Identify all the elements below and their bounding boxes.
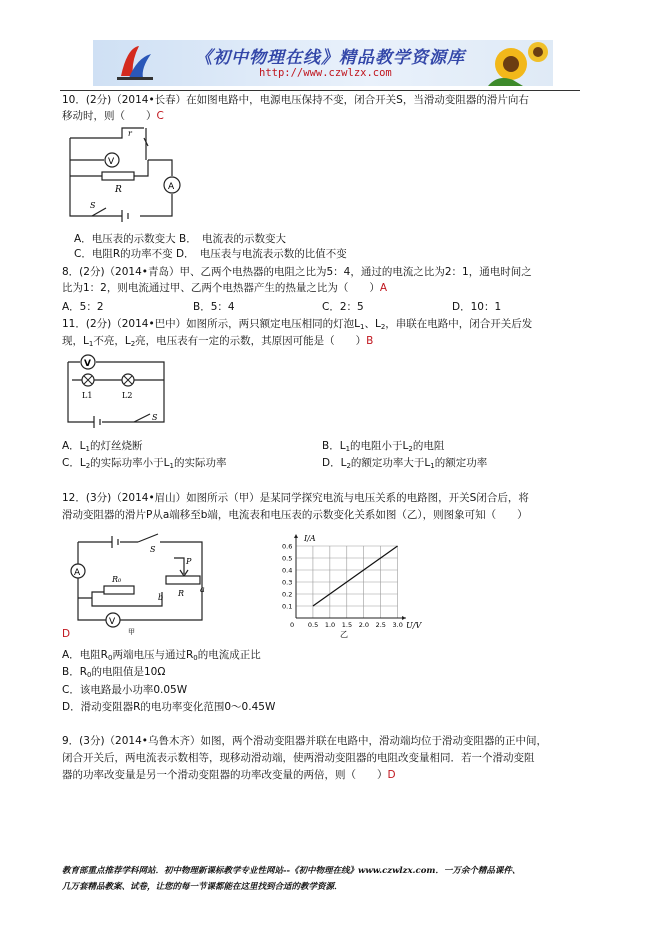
q12-resistor-r0 xyxy=(104,586,134,594)
footer-line2: 几万套精品教案、试卷，让您的每一节课都能在这里找到合适的教学资源． xyxy=(62,882,343,892)
q8-stem-line1: 8．(2分)（2014•青岛）甲、乙两个电热器的电阻之比为5：4，通过的电流之比为2：1，通电时间之 xyxy=(62,266,532,278)
q10-stem-line1: 10．(2分)（2014•长春）在如图电路中，电源电压保持不变，闭合开关S，当滑动变阻器的滑片向右 xyxy=(62,94,529,106)
chart-y-tick-label: 0.4 xyxy=(282,566,293,575)
q12-stem-line1: 12．(3分)（2014•眉山）如图所示（甲）是某同学探究电流与电压关系的电路图，开关S闭合后，将 xyxy=(62,492,529,504)
q11-opt-text: A．L xyxy=(62,440,86,452)
q9-answer: D xyxy=(387,769,396,781)
q12-stem-line2: 滑动变阻器的滑片P从a端移至b端，电流表和电压表的示数变化关系如图（乙），则图象可知（ ） xyxy=(62,509,528,521)
q11-opt-text: 的额定功率大于L xyxy=(350,457,431,469)
q11-fig-l1: L1 xyxy=(82,391,93,400)
q12-fig-caption-jia: 甲 xyxy=(128,628,135,636)
q8-stem-line2 xyxy=(62,280,387,295)
chart-axes xyxy=(294,534,406,620)
chart-y-tick-label: 0.3 xyxy=(282,578,293,587)
q11-stem-c: ，串联在电路中，闭合开关后发 xyxy=(385,318,533,330)
q8-option-b: B．5：4 xyxy=(193,301,235,313)
q11-option-c xyxy=(62,455,226,470)
banner-url: http://www.czwlzx.com xyxy=(259,67,392,79)
q12-answer: D xyxy=(62,628,71,640)
q11-stem-line1 xyxy=(62,316,532,331)
q11-opt-text: 的电阻小于L xyxy=(350,440,409,452)
q12-fig-v: V xyxy=(109,617,116,627)
q12-fig-a: A xyxy=(74,568,81,578)
q12-fig-s: S xyxy=(150,545,156,554)
q9-stem-line3 xyxy=(62,767,396,782)
q10-answer: C xyxy=(156,110,164,122)
q11-opt-text: 的实际功率 xyxy=(173,457,227,469)
header-banner xyxy=(93,40,553,86)
chart-x-tick-label: 0.5 xyxy=(307,621,319,629)
q10-stem-line2 xyxy=(62,108,164,123)
q11-sub: 1 xyxy=(88,340,94,348)
chart-x-arrow xyxy=(402,616,406,620)
chart-x-tick-label: 1.5 xyxy=(341,621,353,629)
q12-fig-p: P xyxy=(186,557,192,566)
chart-y-tick-label: 0.5 xyxy=(282,554,293,563)
q12-opt-text: 的电阻值是10Ω xyxy=(91,666,166,678)
q10-option-ab: A．电压表的示数变大 B． 电流表的示数变大 xyxy=(74,233,286,245)
q12-fig-caption-yi: 乙 xyxy=(340,630,348,639)
q12-fig-r: R xyxy=(178,589,185,598)
header-rule xyxy=(60,90,580,91)
q8-option-c: C．2：5 xyxy=(322,301,364,313)
q11-opt-text: 的额定功率 xyxy=(434,457,488,469)
chart-xlabel: U/V xyxy=(406,621,422,630)
banner-title: 《初中物理在线》精品教学资源库 xyxy=(195,48,465,68)
q11-option-a xyxy=(62,438,143,453)
chart-x-tick-label: 3.0 xyxy=(392,621,403,629)
q10-wire xyxy=(70,128,144,138)
q11-opt-text: C．L xyxy=(62,457,86,469)
q11-opt-text: B．L xyxy=(322,440,346,452)
q11-sub: 1 xyxy=(345,445,351,453)
q8-option-a: A．5：2 xyxy=(62,301,104,313)
q11-fig-s: S xyxy=(152,413,158,422)
q12-resistor-r xyxy=(166,576,200,584)
q11-stem-line2 xyxy=(62,333,373,348)
q11-opt-text: 的实际功率小于L xyxy=(90,457,170,469)
q11-option-d xyxy=(322,455,487,470)
q10-option-cd: C．电阻R的功率不变 D． 电压表与电流表示数的比值不变 xyxy=(74,248,347,260)
q12-switch xyxy=(138,534,158,542)
q12-opt-text: 的电流成正比 xyxy=(197,649,261,661)
q11-stem-f: 亮，电压表有一定的示数，其原因可能是（ ） xyxy=(135,335,367,347)
q11-switch xyxy=(134,414,150,422)
footer-line1: 教育部重点推荐学科网站．初中物理新课标教学专业性网站--《初中物理在线》www.czwlzx.com．一万余个精品课件、 xyxy=(62,866,521,876)
q11-answer: B xyxy=(366,335,374,347)
q12-option-a xyxy=(62,647,261,662)
q11-sub: 2 xyxy=(85,462,91,470)
q12-fig-r0: R₀ xyxy=(112,575,122,584)
q11-opt-text: 的灯丝烧断 xyxy=(90,440,143,452)
q11-stem-e: 不亮，L xyxy=(93,335,131,347)
q12-option-d: D．滑动变阻器R的电功率变化范围0～0.45W xyxy=(62,701,276,713)
q12-opt-text: A．电阻R xyxy=(62,649,108,661)
chart-x-tick-label: 2.0 xyxy=(358,621,370,629)
q10-resistor-r xyxy=(102,172,134,180)
q12-sub: 0 xyxy=(107,654,113,662)
q12-option-c: C．该电路最小功率0.05W xyxy=(62,684,188,696)
chart-y-tick-label: 0.6 xyxy=(282,542,293,551)
q9-stem-line1: 9．(3分)（2014•乌鲁木齐）如图，两个滑动变阻器并联在电路中，滑动端均位于滑动变阻器的正中间， xyxy=(62,735,547,747)
q11-sub: 1 xyxy=(430,462,435,470)
q10-fig-a: A xyxy=(168,182,175,192)
q8-answer: A xyxy=(379,282,388,294)
q10-stem-text: 移动时，则（ ） xyxy=(62,110,157,122)
q11-sub: 2 xyxy=(346,462,351,470)
chart-y-tick-label: 0.1 xyxy=(282,602,293,611)
q11-sub: 1 xyxy=(169,462,174,470)
q11-opt-text: 的电阻 xyxy=(412,440,445,452)
q11-sub: 2 xyxy=(408,445,413,453)
q11-circuit-figure xyxy=(62,352,172,430)
q12-fig-b: b xyxy=(158,593,164,602)
chart-x-tick-label: 0 xyxy=(290,621,295,629)
chart-series-line xyxy=(313,546,398,606)
q8-option-d: D．10：1 xyxy=(452,301,502,313)
chart-ylabel: I/A xyxy=(304,534,316,543)
q10-fig-v: V xyxy=(108,157,115,167)
q11-sub: 1 xyxy=(85,445,91,453)
q11-stem-b: 、L xyxy=(364,318,381,330)
chart-y-arrow xyxy=(294,534,298,538)
q11-stem-d: 现，L xyxy=(62,335,89,347)
q10-fig-r: R xyxy=(115,185,122,195)
q12-option-b xyxy=(62,664,165,679)
q12-opt-text: B．R xyxy=(62,666,87,678)
q11-stem-a: 11．(2分)（2014•巴中）如图所示，两只额定电压相同的灯泡L xyxy=(62,318,360,330)
chart-y-tick-label: 0.2 xyxy=(282,590,293,599)
chart-series xyxy=(313,546,398,606)
q10-fig-r-top: r xyxy=(128,129,132,138)
q11-option-b xyxy=(322,438,444,453)
q11-sub: 1 xyxy=(360,323,365,331)
q12-sub: 0 xyxy=(193,654,198,662)
q12-graph-chart xyxy=(266,530,426,640)
q8-stem-text: 比为1：2，则电流通过甲、乙两个电热器产生的热量之比为（ ） xyxy=(62,282,380,294)
q12-fig-a-end: a xyxy=(200,585,205,594)
q11-opt-text: D．L xyxy=(322,457,347,469)
q12-circuit-figure xyxy=(62,530,210,636)
q11-fig-v: V xyxy=(84,359,91,369)
chart-x-tick-label: 2.5 xyxy=(375,621,386,629)
chart-x-tick-label: 1.0 xyxy=(324,621,336,629)
q11-sub: 2 xyxy=(380,323,386,331)
q10-fig-s: S xyxy=(90,201,96,210)
q9-stem-text: 器的功率改变量是另一个滑动变阻器的功率改变量的两倍，则（ ） xyxy=(62,769,388,781)
q12-opt-text: 两端电压与通过R xyxy=(112,649,194,661)
q12-sub: 0 xyxy=(87,671,92,679)
q11-fig-l2: L2 xyxy=(122,391,133,400)
q9-stem-line2: 闭合开关后，两电流表示数相等，现移动滑动端，使两滑动变阻器的电阻改变量相同．若一个滑动变阻 xyxy=(62,752,535,764)
q11-sub: 2 xyxy=(130,340,136,348)
q10-circuit-figure xyxy=(62,124,186,222)
